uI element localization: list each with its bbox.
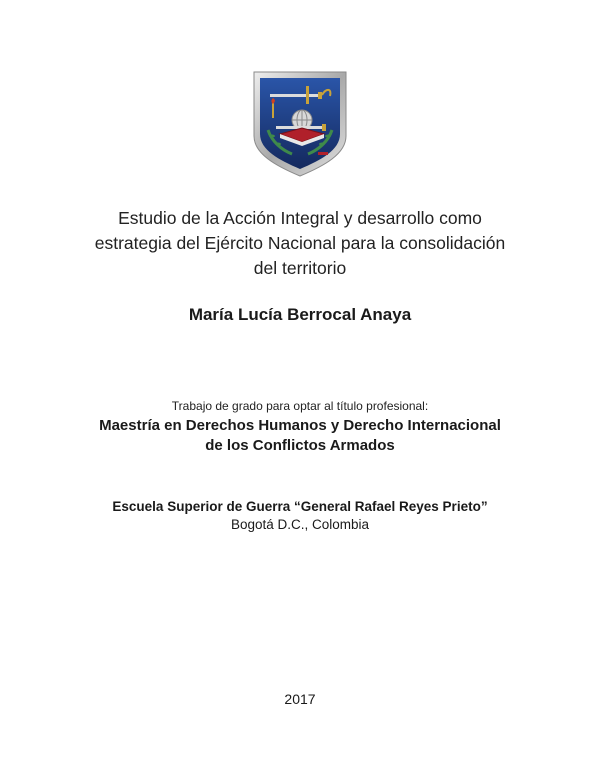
institution-city: Bogotá D.C., Colombia (230, 517, 370, 532)
author-name: María Lucía Berrocal Anaya (188, 305, 412, 324)
degree-line-2: de los Conflictos Armados (205, 437, 395, 454)
degree-line-1: Maestría en Derechos Humanos y Derecho Internacional (99, 417, 501, 434)
title-line-1: Estudio de la Acción Integral y desarrollo como (118, 208, 482, 228)
degree-intro: Trabajo de grado para optar al título profesional: (171, 399, 429, 413)
document-title (0, 206, 600, 281)
military-school-crest-icon (252, 70, 348, 178)
institution-name: Escuela Superior de Guerra “General Rafael Reyes Prieto” (112, 499, 488, 514)
title-line-2: estrategia del Ejército Nacional para la consolidación (94, 233, 506, 253)
publication-year: 2017 (284, 691, 316, 707)
degree-title (0, 416, 600, 456)
title-line-3: del territorio (253, 258, 347, 278)
